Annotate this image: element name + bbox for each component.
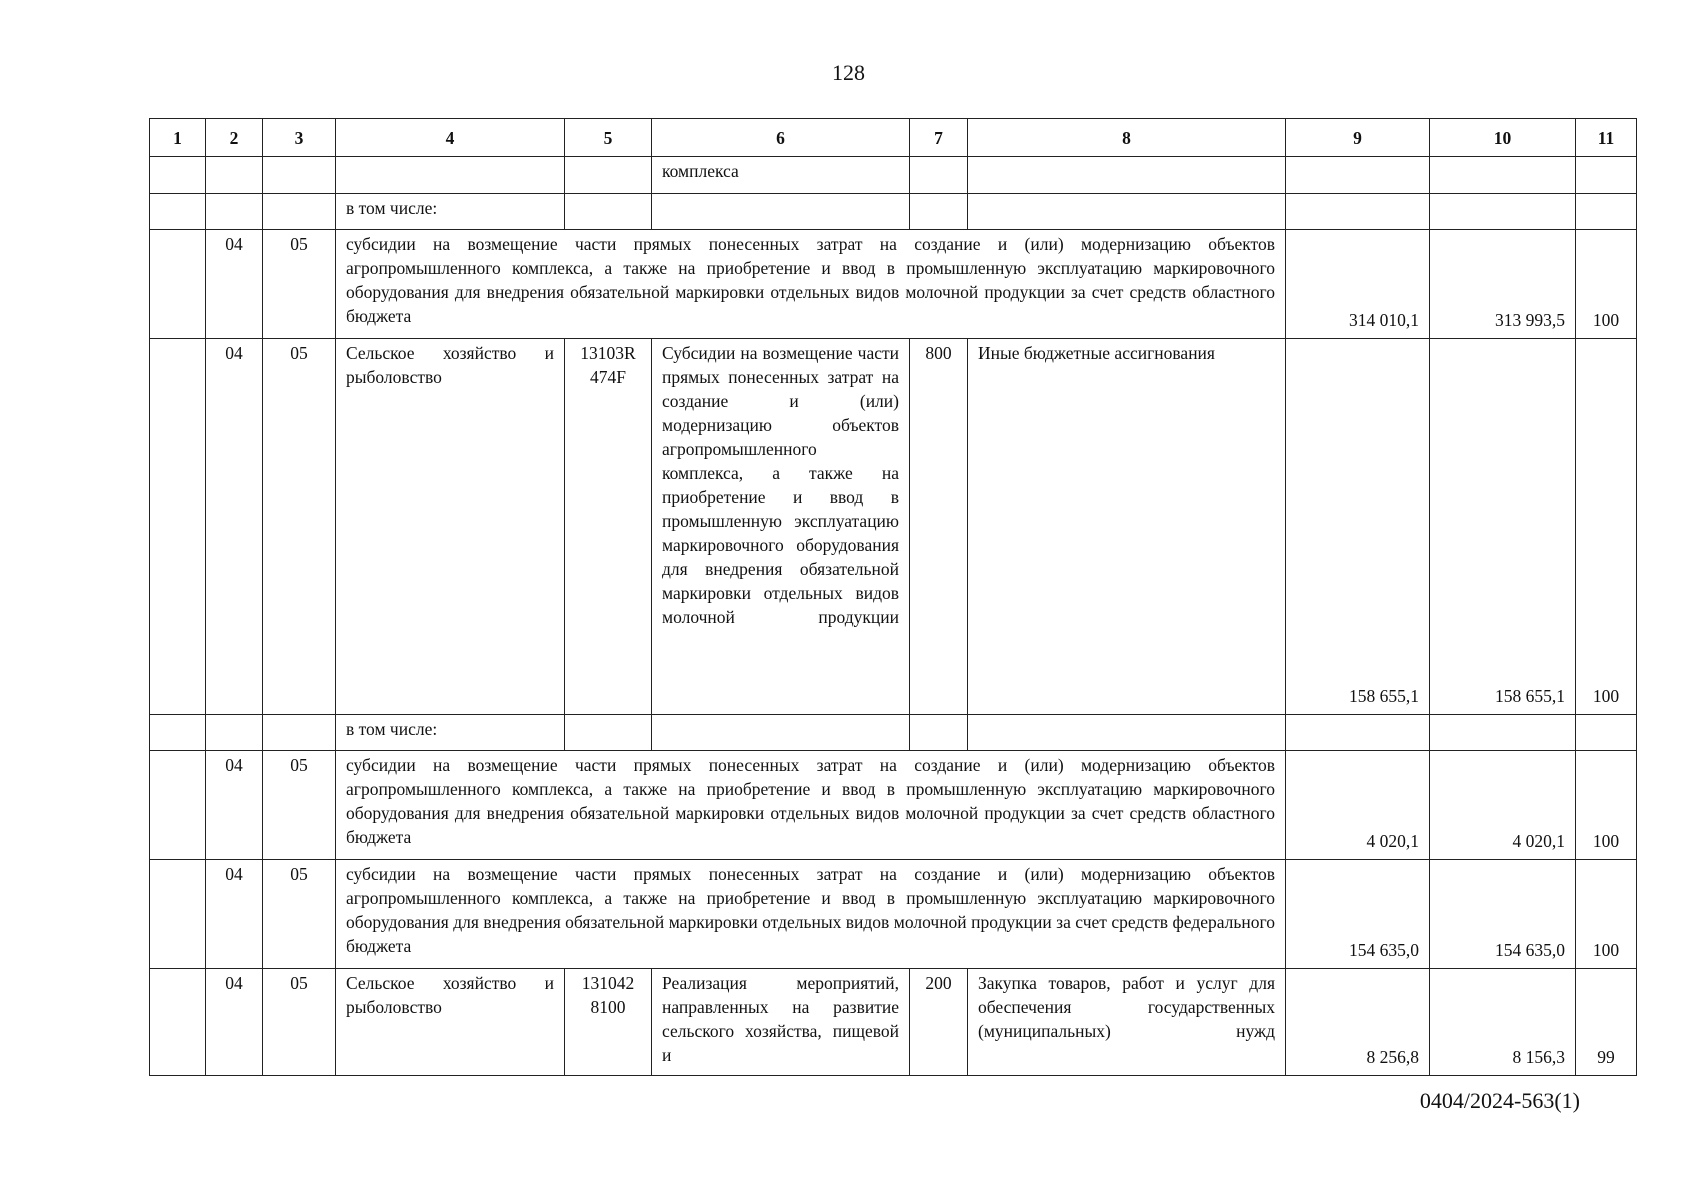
target-article-code-line1: 131042 [581, 973, 635, 993]
target-article-code [565, 339, 652, 715]
subsidy-description: субсидии на возмещение части прямых понесенных затрат на создание и (или) модернизацию объектов агропромышленного комплекса, а также на приобретение и ввод в промышленную эксплуатацию маркировочного оборудования для внедрения обязательной маркировки отдельных видов молочной продукции за счет средств областного бюджета [336, 751, 1286, 860]
target-article-code-line2: 8100 [590, 997, 626, 1017]
subsection-code: 05 [263, 969, 336, 1076]
section-code: 04 [206, 339, 263, 715]
expense-type-code: 800 [910, 339, 968, 715]
table-row [150, 157, 1637, 194]
expense-type-name: Закупка товаров, работ и услуг для обеспечения государственных (муниципальных) нужд [968, 969, 1286, 1076]
expense-description: Реализация мероприятий, направленных на развитие сельского хозяйства, пищевой и [652, 969, 910, 1076]
execution-percent: 100 [1576, 860, 1637, 969]
actual-amount: 4 020,1 [1430, 751, 1576, 860]
subsidy-description: субсидии на возмещение части прямых понесенных затрат на создание и (или) модернизацию объектов агропромышленного комплекса, а также на приобретение и ввод в промышленную эксплуатацию маркировочного оборудования для внедрения обязательной маркировки отдельных видов молочной продукции за счет средств федерального бюджета [336, 860, 1286, 969]
table-row [150, 751, 1637, 860]
section-code: 04 [206, 860, 263, 969]
target-article-code-line2: 474F [590, 367, 626, 387]
actual-amount: 154 635,0 [1430, 860, 1576, 969]
target-article-code-line1: 13103R [580, 343, 636, 363]
planned-amount: 314 010,1 [1286, 230, 1430, 339]
header-cell: 2 [206, 119, 263, 157]
table-row [150, 860, 1637, 969]
planned-amount: 158 655,1 [1286, 339, 1430, 715]
header-cell: 6 [652, 119, 910, 157]
target-article-code [565, 969, 652, 1076]
header-cell: 7 [910, 119, 968, 157]
planned-amount: 154 635,0 [1286, 860, 1430, 969]
table-row [150, 339, 1637, 715]
subtotal-label: в том числе: [336, 194, 565, 230]
table-row [150, 230, 1637, 339]
table-row [150, 969, 1637, 1076]
actual-amount: 8 156,3 [1430, 969, 1576, 1076]
header-cell: 1 [150, 119, 206, 157]
header-row [150, 119, 1637, 157]
description-cell: комплекса [652, 157, 910, 194]
header-cell: 4 [336, 119, 565, 157]
header-cell: 9 [1286, 119, 1430, 157]
expense-description: Субсидии на возмещение части прямых понесенных затрат на создание и (или) модернизацию объектов агропромышленного комплекса, а также на приобретение и ввод в промышленную эксплуатацию маркировочного оборудования для внедрения обязательной маркировки отдельных видов молочной продукции [652, 339, 910, 715]
expense-type-code: 200 [910, 969, 968, 1076]
header-cell: 8 [968, 119, 1286, 157]
execution-percent: 100 [1576, 751, 1637, 860]
execution-percent: 99 [1576, 969, 1637, 1076]
subsidy-description: субсидии на возмещение части прямых понесенных затрат на создание и (или) модернизацию объектов агропромышленного комплекса, а также на приобретение и ввод в промышленную эксплуатацию маркировочного оборудования для внедрения обязательной маркировки отдельных видов молочной продукции за счет средств областного бюджета [336, 230, 1286, 339]
actual-amount: 158 655,1 [1430, 339, 1576, 715]
header-cell: 5 [565, 119, 652, 157]
actual-amount: 313 993,5 [1430, 230, 1576, 339]
subsection-code: 05 [263, 751, 336, 860]
document-code: 0404/2024-563(1) [1419, 1088, 1580, 1113]
section-code: 04 [206, 751, 263, 860]
planned-amount: 8 256,8 [1286, 969, 1430, 1076]
header-cell: 3 [263, 119, 336, 157]
subsection-code: 05 [263, 339, 336, 715]
section-name: Сельское хозяйство и рыболовство [336, 969, 565, 1076]
header-cell: 11 [1576, 119, 1637, 157]
subsection-code: 05 [263, 860, 336, 969]
subtotal-label: в том числе: [336, 715, 565, 751]
expense-type-name: Иные бюджетные ассигнования [968, 339, 1286, 715]
header-cell: 10 [1430, 119, 1576, 157]
table-row [150, 194, 1637, 230]
table-row [150, 715, 1637, 751]
section-code: 04 [206, 969, 263, 1076]
execution-percent: 100 [1576, 339, 1637, 715]
page-number: 128 [832, 60, 865, 85]
execution-percent: 100 [1576, 230, 1637, 339]
planned-amount: 4 020,1 [1286, 751, 1430, 860]
budget-table [149, 118, 1637, 1076]
subsection-code: 05 [263, 230, 336, 339]
section-code: 04 [206, 230, 263, 339]
section-name: Сельское хозяйство и рыболовство [336, 339, 565, 715]
